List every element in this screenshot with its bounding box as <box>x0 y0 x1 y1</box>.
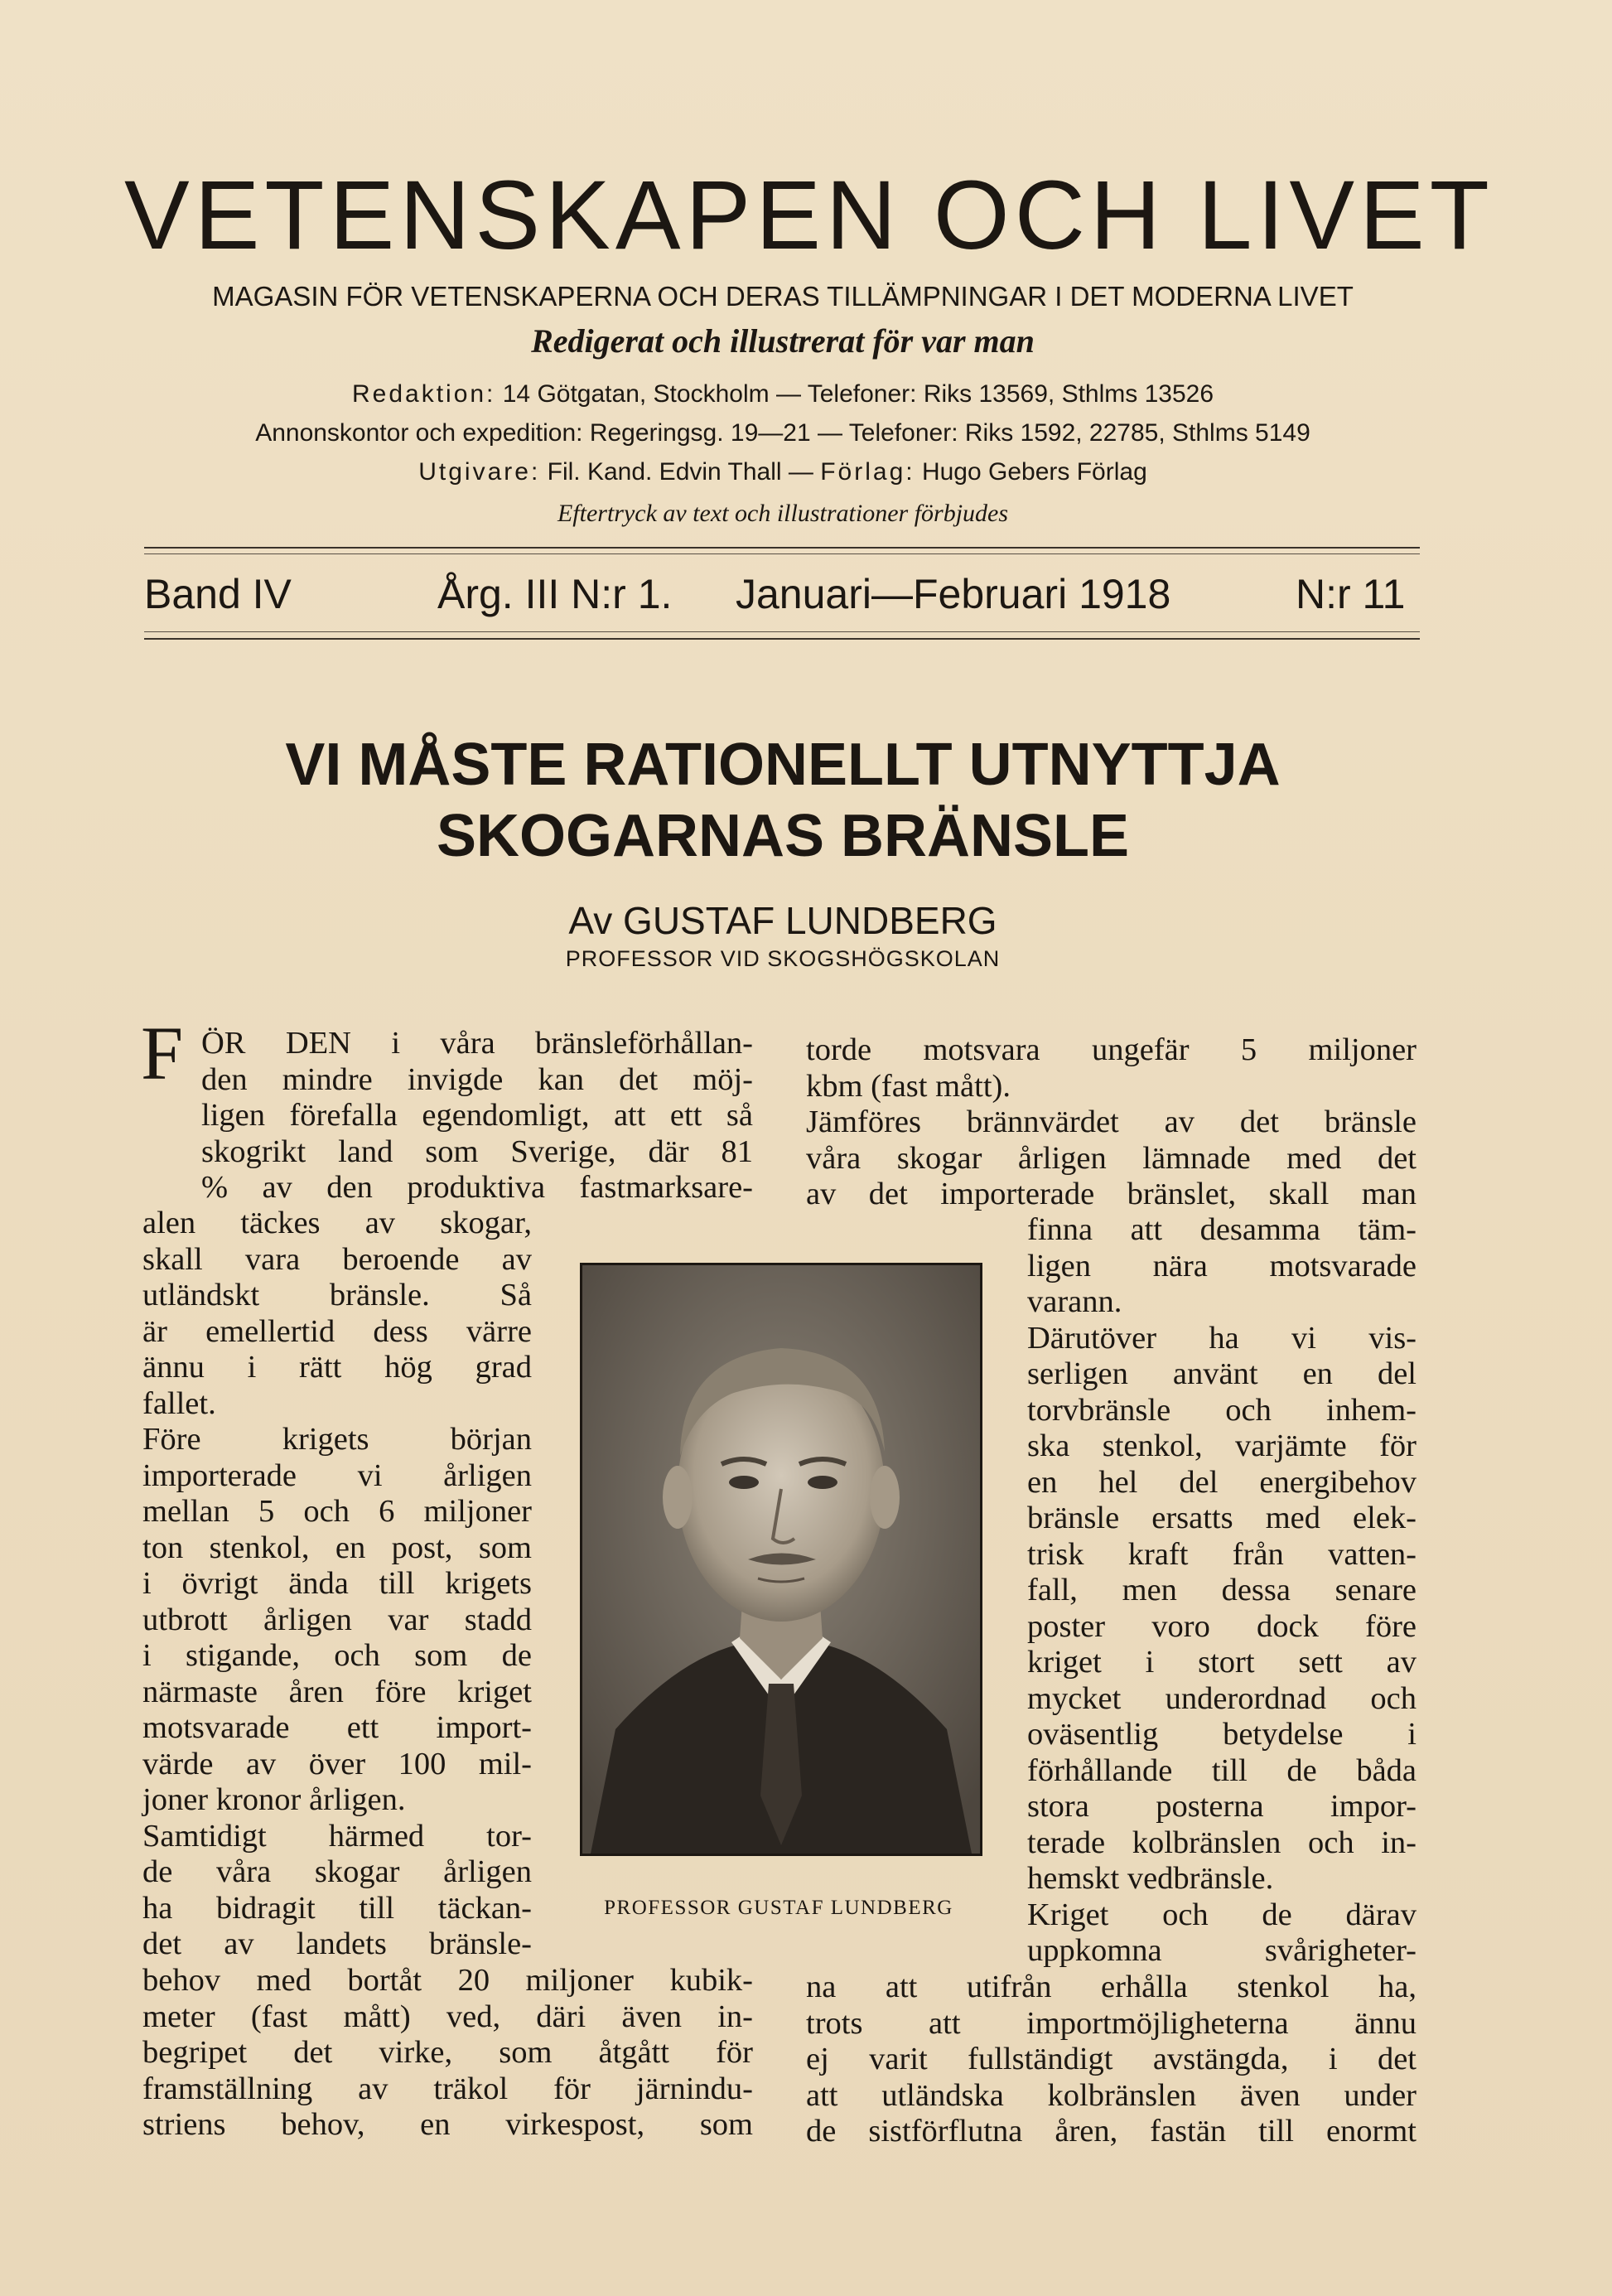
article-text-line: förhållande till de båda <box>1027 1752 1417 1788</box>
utgivare-text: Fil. Kand. Edvin Thall — <box>547 458 813 486</box>
article-text-line: ligen nära motsvarade <box>1027 1248 1417 1283</box>
author-affiliation: PROFESSOR VID SKOGSHÖGSKOLAN <box>565 946 1001 971</box>
article-text-line: i stigande, och som de <box>142 1638 532 1673</box>
article-text-line: fallet. <box>142 1385 216 1421</box>
article-text-line: en hel del energibehov <box>1027 1464 1417 1500</box>
drop-cap: F <box>141 1011 184 1095</box>
column-1-top <box>201 1026 753 1206</box>
article-text-line: utländskt bränsle. Så <box>142 1278 532 1312</box>
article-text-line: av det importerade bränslet, skall man <box>806 1177 1417 1211</box>
headline-line-2: SKOGARNAS BRÄNSLE <box>436 803 1130 869</box>
article-byline: Av GUSTAF LUNDBERG <box>568 899 997 942</box>
article-text-line: bränsle ersatts med elek- <box>1027 1501 1417 1535</box>
issue-date: Januari—Februari 1918 <box>736 571 1171 617</box>
portrait-illustration <box>582 1265 980 1854</box>
masthead-subtitle: MAGASIN FÖR VETENSKAPERNA OCH DERAS TILLÄMPNINGAR I DET MODERNA LIVET <box>212 281 1354 312</box>
article-text-line: mellan 5 och 6 miljoner <box>142 1494 532 1529</box>
redaktion-text: 14 Götgatan, Stockholm — Telefoner: Riks 13569, Sthlms 13526 <box>502 380 1214 408</box>
redaktion-line <box>124 379 1441 409</box>
article-text-line: alen täckes av skogar, <box>142 1206 532 1240</box>
issue-bar <box>144 566 1420 622</box>
article-text-line: striens behov, en virkespost, som <box>142 2107 753 2142</box>
forlag-text: Hugo Gebers Förlag <box>921 458 1147 486</box>
article-text-line: är emellertid dess värre <box>142 1313 532 1349</box>
article-text-line: joner kronor årligen. <box>142 1782 406 1817</box>
article-text-line: mycket underordnad och <box>1027 1680 1417 1716</box>
annons-text: Regeringsg. 19—21 — Telefoner: Riks 1592, 22785, Sthlms 5149 <box>589 419 1310 447</box>
article-text-line: trisk kraft från vatten- <box>1027 1536 1417 1572</box>
article-text-line: ännu i rätt hög grad <box>142 1350 532 1385</box>
reprint-notice: Eftertryck av text och illustrationer förbjudes <box>557 500 1009 527</box>
article-text-line: Samtidigt härmed tor- <box>142 1818 532 1854</box>
forlag-label: Förlag: <box>820 458 915 486</box>
article-text-line: torvbränsle och inhem- <box>1027 1392 1417 1428</box>
article-text-line: na att utifrån erhålla stenkol ha, <box>806 1970 1417 2004</box>
article-text-line: ha bidragit till täckan- <box>142 1890 532 1926</box>
article-text-line: uppkomna svårigheter- <box>1027 1933 1417 1968</box>
bottom-rule-thin <box>144 631 1420 632</box>
article-text-line: torde motsvara ungefär 5 miljoner <box>806 1032 1417 1067</box>
top-rule <box>144 547 1420 549</box>
masthead-title: VETENSKAPEN OCH LIVET <box>124 161 1494 270</box>
issue-argang: Årg. III N:r 1. <box>437 571 673 617</box>
article-text-line: varann. <box>1027 1284 1122 1319</box>
headline-line-1: VI MÅSTE RATIONELLT UTNYTTJA <box>285 732 1281 798</box>
article-text-line: att utländska kolbränslen även under <box>806 2077 1417 2113</box>
article-text-line: utbrott årligen var stadd <box>142 1602 532 1637</box>
utgivare-line <box>124 457 1441 487</box>
article-text-line: stora posterna impor- <box>1027 1789 1417 1824</box>
bottom-rule <box>144 638 1420 640</box>
article-text-line: skall vara beroende av <box>142 1241 532 1277</box>
utgivare-label: Utgivare: <box>418 458 541 486</box>
article-text-line: behov med bortåt 20 miljoner kubik- <box>142 1963 753 1998</box>
top-rule-thin <box>144 553 1420 554</box>
article-text-line: importerade vi årligen <box>142 1457 532 1493</box>
column-1-narrow <box>142 1206 532 1963</box>
photo-caption: PROFESSOR GUSTAF LUNDBERG <box>604 1897 953 1919</box>
issue-number: N:r 11 <box>1296 571 1406 617</box>
issue-band: Band IV <box>144 571 292 617</box>
column-2-bottom <box>806 1970 1417 2150</box>
masthead-edited-line: Redigerat och illustrerat för var man <box>531 322 1035 360</box>
article-text-line: närmaste åren före kriget <box>142 1674 532 1709</box>
article-text-line: framställning av träkol för järnindu- <box>142 2071 753 2106</box>
article-text-line: kbm (fast mått). <box>806 1068 1011 1104</box>
article-text-line: ska stenkol, varjämte för <box>1027 1428 1417 1463</box>
article-text-line: de sistförflutna åren, fastän till enormt <box>806 2114 1417 2149</box>
portrait-photo <box>580 1263 982 1856</box>
article-text-line: ligen förefalla egendomligt, att ett så <box>201 1098 753 1133</box>
annons-line <box>124 418 1441 448</box>
article-text-line: % av den produktiva fastmarksare- <box>201 1170 753 1205</box>
article-text-line: ton stenkol, en post, som <box>142 1530 532 1565</box>
article-text-line: fall, men dessa senare <box>1027 1573 1417 1607</box>
article-text-line: ÖR DEN i våra bränsleförhållan- <box>201 1026 753 1061</box>
article-text-line: hemskt vedbränsle. <box>1027 1861 1274 1896</box>
article-text-line: Jämföres brännvärdet av det bränsle <box>806 1104 1417 1139</box>
annons-label: Annonskontor och expedition: <box>255 419 583 447</box>
article-headline <box>166 729 1400 872</box>
redaktion-label: Redaktion: <box>351 380 496 408</box>
article-text-line: motsvarade ett import- <box>142 1710 532 1745</box>
article-text-line: Därutöver ha vi vis- <box>1027 1320 1417 1356</box>
article-text-line: poster voro dock före <box>1027 1608 1417 1644</box>
column-1-bottom <box>142 1963 753 2144</box>
article-text-line: Före krigets början <box>142 1422 532 1457</box>
article-text-line: oväsentlig betydelse i <box>1027 1717 1417 1752</box>
column-2-top <box>806 1032 1417 1213</box>
article-text-line: det av landets bränsle- <box>142 1926 532 1961</box>
article-text-line: i övrigt ända till krigets <box>142 1566 532 1601</box>
article-text-line: begripet det virke, som åtgått för <box>142 2035 753 2070</box>
article-text-line: ej varit fullständigt avstängda, i det <box>806 2042 1417 2076</box>
article-text-line: värde av över 100 mil- <box>142 1746 532 1781</box>
article-text-line: terade kolbränslen och in- <box>1027 1825 1417 1860</box>
article-text-line: meter (fast mått) ved, däri även in- <box>142 1999 753 2034</box>
article-text-line: kriget i stort sett av <box>1027 1645 1417 1680</box>
column-2-narrow <box>1027 1212 1417 1970</box>
article-text-line: serligen använt en del <box>1027 1356 1417 1391</box>
article-text-line: Kriget och de därav <box>1027 1897 1417 1932</box>
article-text-line: skogrikt land som Sverige, där 81 <box>201 1133 753 1169</box>
article-text-line: finna att desamma täm- <box>1027 1212 1417 1247</box>
article-text-line: trots att importmöjligheterna ännu <box>806 2005 1417 2041</box>
article-text-line: våra skogar årligen lämnade med det <box>806 1140 1417 1176</box>
article-text-line: den mindre invigde kan det möj- <box>201 1061 753 1097</box>
article-text-line: de våra skogar årligen <box>142 1854 532 1889</box>
